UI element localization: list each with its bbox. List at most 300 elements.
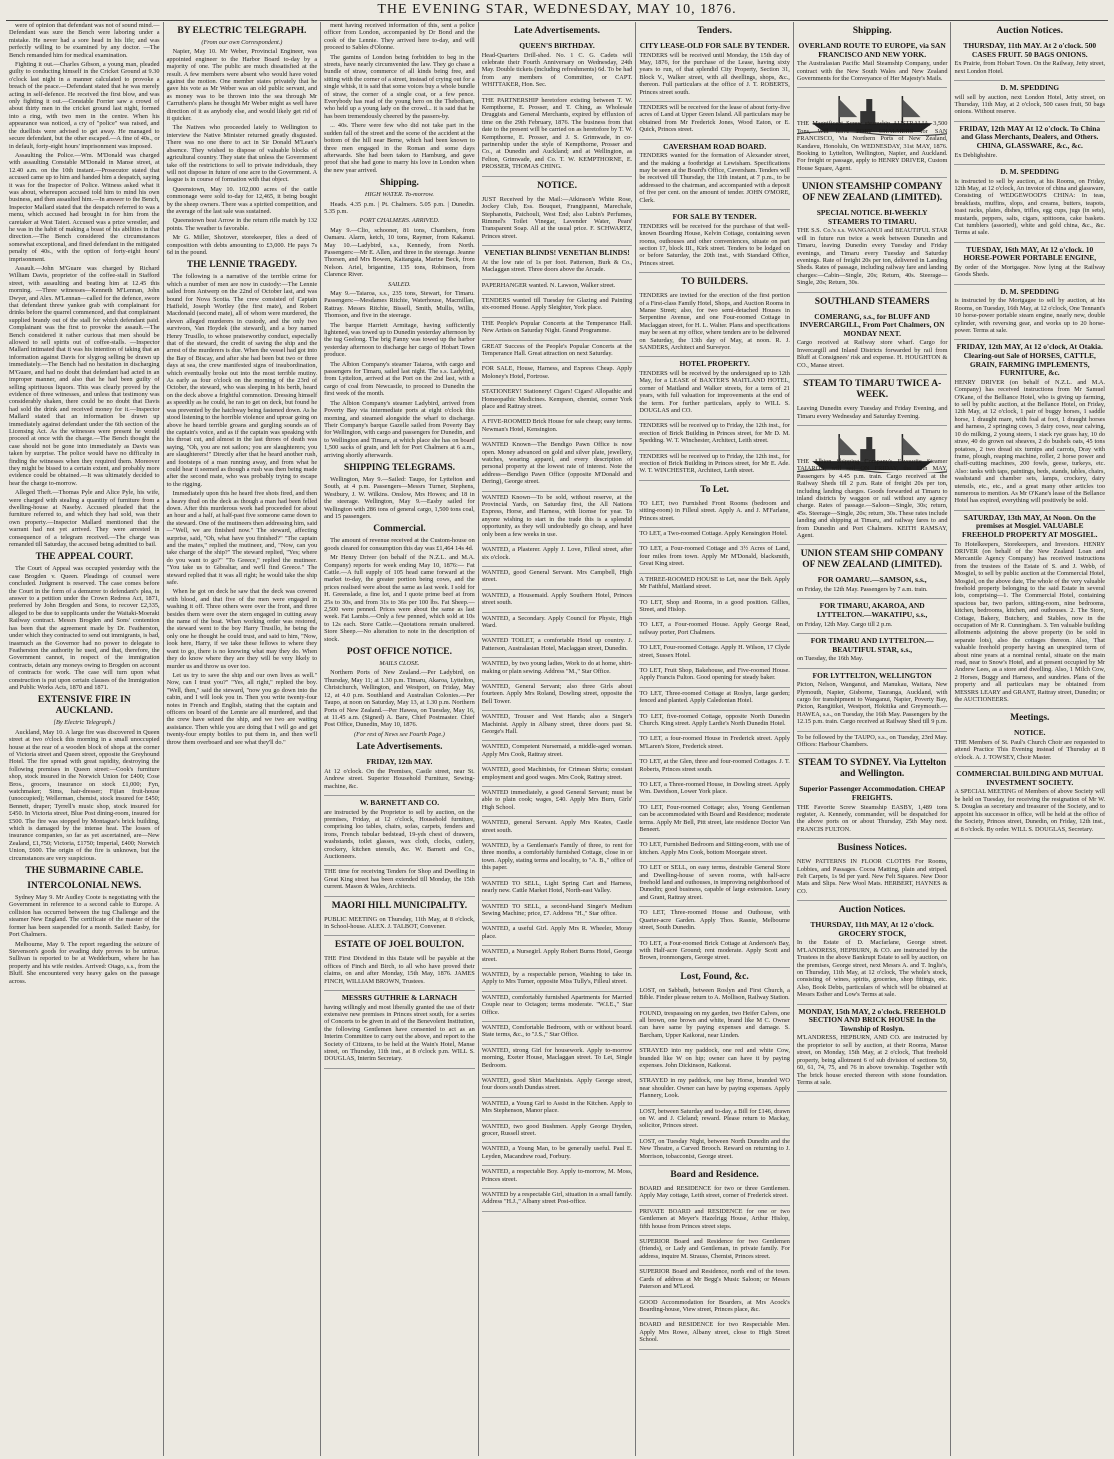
advertisement-body: WANTED, a Young Girl to Assist in the Kitchen. Apply to Mrs Stephenson, Manor place. xyxy=(481,1099,633,1115)
column-3 xyxy=(321,22,479,1456)
advertisement-body: The Australasian Pacific Mail Steamship Company, under contract with the New South Wales and New Zealand Governments for the Conveyance of Her Majesty's Mails. xyxy=(796,60,948,82)
advertisement-body: TO LET, Four-roomed Cottage; also, Young Gentleman can be accommodated with Board and Residence; moderate terms. Apply Mr Bell, Pitt street, late residence Doctor Van Beneert. xyxy=(639,803,790,834)
advertisement xyxy=(639,1319,790,1349)
advertisement xyxy=(482,363,633,386)
advertisement-body: WANTED, a respectable Boy. Apply to-morrow, M. Moss, Princes street. xyxy=(481,1168,633,1183)
advertisement xyxy=(482,492,633,544)
advertisement-body: WANTED by a respectable Girl, situation in a small family. Address "H.J.," Albany street Post-office. xyxy=(481,1191,633,1206)
advertisement-body: PRIVATE BOARD and RESIDENCE for one or two Gentlemen at Meyer's Hazelrigg House, Arthur Hislop, fifth house from Princes street steps. xyxy=(639,1207,790,1230)
advertisement-title: SATURDAY, 13th MAY, At Noon. On the premises at Mosgiel. VALUABLE FREEHOLD PROPERTY AT MOSGIEL. xyxy=(962,512,1098,539)
advertisement xyxy=(482,39,633,95)
advertisement xyxy=(639,498,790,528)
advertisement-body: THE S.S. Co.'s s.s. WANGANUI and BEAUTIFUL STAR will in future run twice a week between Dunedin and Timaru, leaving Dunedin every Tuesday and Friday evenings, and Timaru every Tuesday and Saturday evenings. Rate of freight 20s per ton, delivered in Landing Sheds. Rates of passage, including railway fare and landing charges:—Cabin—Single, 20s; Return, 40s. Steerage—Single, 20s; Return, 30s. xyxy=(796,227,948,287)
advertisement-body: TO LET, a Four-roomed Cottage and 3½ Acres of Land, four miles from town. Apply Mr M'Donald, blacksmith, Great King street. xyxy=(639,545,790,568)
advertisement-body: STATIONERY! Stationery! Cigars! Cigars! Allopathic and Homeopathic Medicines. Kempson, chemist, corner York place and Rattray street. xyxy=(481,388,633,410)
advertisement-body: TO LET or SELL, on easy terms, desirable General Store and Dwelling-house of seven rooms, with half-acre freehold land and outhouses, in improving neighborhood of Dunedin; good business, capable of large extension. Leary and Grant, Rattray street. xyxy=(639,864,790,901)
advertisement xyxy=(482,764,633,787)
advertisement xyxy=(639,102,790,140)
section-heading: Board and Residence. xyxy=(670,1170,759,1181)
section-heading: THE APPEAL COURT. xyxy=(35,552,133,563)
advertisement xyxy=(639,1136,790,1166)
advertisement xyxy=(797,856,948,901)
advertisement-body: Ex Prairie, from Hobart Town. On the Railway, Jetty street, next London Hotel. xyxy=(954,60,1106,75)
section-heading: Shipping. xyxy=(380,178,419,189)
advertisement-title: TUESDAY, 16th MAY, At 12 o'clock. 10 HORSE-POWER PORTABLE ENGINE, xyxy=(963,244,1097,263)
advertisement xyxy=(639,1106,790,1136)
steamship-illustration xyxy=(797,90,948,116)
advertisement xyxy=(324,914,475,937)
article-paragraph: ment having received information of this, sent a police officer from London, accompanied by Dr Bond and the cook of the Lennie. They arrived here to-day, and will proceed to Sables d'Olonne. xyxy=(324,22,475,52)
advertisement-body: TO LET, a four-roomed House in Frederick street. Apply M'Laren's Store, Frederick street. xyxy=(639,735,790,750)
advertisement xyxy=(482,635,633,658)
advertisement-body: WANTED, a Young Man, to be generally useful. Paul E. Leyden, Macandrew road, Forbury. xyxy=(481,1145,633,1160)
advertisement xyxy=(954,767,1105,839)
article-paragraph: Immediately upon this he heard five shots fired, and then a heavy thud on the deck as though a man had been felled down. After this murderous work had proceeded for about an hour and a half, at half-past five someone came down to the steward. One of the mutineers then addressing him, said—"Well, we are finished now." The steward, affecting surprise, said, "Oh, what have you finished?" "The captain and the mates," replied the mutineer, and, "Now, can you take charge of the ship?" The steward replied, "Yes; where do you want to go?" "To Greece," replied the mutineer. "You take us to Gibraltar, and we'll find Greece." The steward replied that it was all right; he would take the ship safe. xyxy=(166,490,318,587)
advertisement-body: TO LET, Three-roomed Cottage at Roslyn, large garden; fenced and planted. Apply Caledonian Hotel. xyxy=(639,689,790,705)
column-5 xyxy=(636,22,794,1456)
advertisement xyxy=(482,194,633,246)
advertisement-title: D. M. SPEDDING xyxy=(1000,167,1060,176)
advertisement-body: WANTED Known—To be sold, without reserve, at the Provincial Yards, on Saturday first, the All Nations Express, Horse, and Harness, with license for year. To anyone wishing to start in the trade this is a splendid opportunity, as they will undoubtedly go cheap, and have only been a few weeks in use. xyxy=(481,493,633,538)
advertisement-body: TO LET, a Two-roomed Cottage. Apply Kensington Hotel. xyxy=(639,530,788,538)
advertisement-body: WANTED, Trouser and Vest Hands; also a Singer's Machinist. Apply in Albany street, three doors past St. George's Hall. xyxy=(481,713,633,735)
subheading: HIGH WATER. To-morrow. xyxy=(364,191,434,199)
advertisement-body: At 12 o'clock. On the Premises, Castle street, near St. Andrew street. Superior Household Furniture, Sewing-machine, &c. xyxy=(324,767,475,790)
article-paragraph: Mr Henry Driver (on behalf of the N.Z.L. and M.A. Company) reports for week ending May 10, 1876:— Fat Cattle.—A full supply of 105 head came forward at the market to-day, the greater portion being cows, and the prices realised were about the same as last week. I sold for H. Greenslade, a fine lot, and I quote prime beef at from 25s to 30s, and from 31s to 36s per 100 lbs. Fat Sheep.—2,500 were penned. Prices were about the same as last week. Fat Lambs.—Only a few penned, which sold at 10s to 12s each. Store Cattle.—Quotations remain unaltered. Store Sheep.—No alteration to note in the description of stock. xyxy=(324,554,475,643)
article-paragraph: Assault.—John M'Guare was charged by Richard William Davis, proprietor of the coffee-stall in Stafford street, with assaulting and beating him at 12.45 this morning. —Three witnesses—Kenneth M'Lennan, John Dwyer, and Alex. M'Lennan—called for the defence, swore that defendant threw yankee grab with complainant for drinks before the quarrel commenced, and that complainant supplied brandy out of the stall for which defendant paid. Complainant was the first to provoke the assault.—The Bench considered it rather curious that men should be allowed to sell spirits out of coffee-stalls. —Inspector Mallard intimated that it was his intention of taking that an information against Davis for slygrog selling be drawn up immediately.—The Bench had no hesitation in discharging M'Guare, and had no doubt that defendant had acted in an improper manner, and also that he had been guilty of selling spirituous liquors. This was clearly proved by the evidence of three witnesses, and unless that testimony was considerably shaken, there could be no doubt that Davis had sold the drink and received money for it.—Inspector Mallard stated that an information be drawn up immediately against defendant under the 6th section of the Licensing Act. As the witnesses were present he would proceed at once with the charge.—The Bench thought the case should not be gone into immediately as Davis was taken by surprise. The police would have no difficulty in finding the witnesses when they required them. Moreover they might be bissed to a certain extent, and probably more evidence could be obtained.—It was ultimately decided to hear the charge to-morrow. xyxy=(9,265,160,487)
advertisement-body: THE Albion Shipping Company's Favourite Steamer TAIAROA, will sail ON FRIDAY, the 12th MAY, Passengers by 4.45 p.m. train. Cargo received at the Railway Sheds till 2 p.m. Rate of freight 20s per ton, including landing charges. Goods forwarded at Timaru to inland districts by waggon or rail without any agency charge. Rates of passage.—Saloon—Single, 30s; return, 45s. Steerage—Single, 20s; return, 30s. These rates include landing and shipping at Timaru, and railway fares to and from Dunedin and Port Chalmers. KEITH RAMSAY, Agent. xyxy=(796,457,948,539)
section-heading: STEAM TO SYDNEY. Via Lyttelton and Wellington. xyxy=(798,758,947,780)
columns xyxy=(6,22,1108,1456)
advertisement xyxy=(482,246,633,279)
advertisement xyxy=(482,817,633,840)
advertisement-body: TO LET, two Furnished Front Rooms (bedroom and sitting-room) in Filleul street. Apply A. and J. M'Farlane, Princes street. xyxy=(639,499,790,522)
advertisement-body: THE Favorite Screw Steamship EASBY, 1,489 tons register, A. Kennedy, commander, will be despatched for the above ports on or about Thursday, 25th May next. FRANCIS FULTON. xyxy=(796,803,948,833)
advertisement-body: LOST, on Tuesday Night, between North Dunedin and the New Theatre, a Carved Brooch. Reward on returning to J. Morrison, tobacconist, George street. xyxy=(639,1137,790,1160)
advertisement-body: WANTED, two good Bushmen. Apply George Dryden, grocer, Russell street. xyxy=(481,1122,633,1138)
section-heading: NOTICE. xyxy=(537,180,577,191)
advertisement-body: TO LET, Fruit Shop, Bakehouse, and Five-roomed House. Apply Francis Fulton. Good opening for steady baker. xyxy=(639,666,790,682)
advertisement-body: THE Magnificent Screw steamship AUSTRALIA, 3,500 Tons, Will leave PORT CHALMERS for SAN FRANCISCO, Via Northern Ports of New Zealand, Kandavu, Honolulu, On WEDNESDAY, 31st MAY, 1876. Booking to Lyttelton, Wellington, Napier, and Auckland. For freight or passage, apply to HENRY DRIVER, Custom House Square, Agent. xyxy=(796,120,948,172)
advertisement-body: M'LANDRESS, HEPBURN, AND CO. are instructed by the proprietor to sell by auction, at their Rooms, Manse street, on Monday, 15th May, at 2 o'clock, That freehold property, being allotment 6 of sub division of sections 59, 60, 61, 74, 75, and 76 in above township. Together with The brick house erected thereon with stone foundation. Terms at sale. xyxy=(796,1034,948,1086)
subheading: SAILED. xyxy=(388,280,411,288)
subheading: (From our own Correspondent.) xyxy=(201,39,283,46)
advertisement-title: D. M. SPEDDING xyxy=(1000,286,1060,296)
advertisement-body: THE Members of St. Paul's Church Choir are requested to attend Practice This Evening instead of Thursday at 8 o'clock. A. J. TOWSEY, Choir Master. xyxy=(954,739,1106,761)
advertisement xyxy=(482,923,633,946)
advertisement-body: WANTED, by a Gentleman's Family of three, to rent for three months, a comfortably furnished Cottage, close in or town. Apply, stating terms and locality, to "A. B.," office of this paper. xyxy=(481,842,633,872)
advertisement-body: PAPERHANGER wanted. N. Lawson, Walker street. xyxy=(481,281,616,289)
advertisement xyxy=(482,878,633,901)
advertisement xyxy=(482,1166,633,1189)
advertisement xyxy=(639,451,790,481)
advertisement xyxy=(639,619,790,642)
advertisement xyxy=(797,456,948,545)
advertisement xyxy=(639,688,790,711)
column-1 xyxy=(6,22,164,1456)
article-paragraph: May 9.—Taiaroa, s.s., 235 tons, Stewart, for Timaru. Passengers:—Mesdames Ritchie, Waterhouse, Macmillan, Rattray. Messrs Ritchie, Bissell, Smith, Mullis, Willis, Thomson, and five in the steerage. xyxy=(324,290,475,320)
advertisement xyxy=(482,318,633,341)
advertisement xyxy=(482,1098,633,1121)
advertisement-body: SUPERIOR Board and Residence for two Gentlemen (friends), or Lady and Gentleman, in private family. For address, inquire M. Strauss, Chemist, Princes street. xyxy=(639,1238,790,1260)
advertisement xyxy=(482,1075,633,1098)
section-heading: SOUTHLAND STEAMERS xyxy=(814,296,930,307)
advertisement-body: is instructed by the Mortgagee to sell by auction, at his Rooms, on Tuesday, 16th May, at 12 o'clock, One Tennant's 10 horse-power portable steam engine, nearly new, double cylinder, with reversing gear, and works up to 20 horse-power. Terms at sale. xyxy=(954,297,1106,335)
advertisement-body: WANTED, good Shirt Machinists. Apply George street, four doors south Dundas street. xyxy=(481,1077,633,1092)
advertisement-body: WANTED, by two young ladies, Work to do at home, shirt-making or plain sewing. Address "M.," Star Office. xyxy=(481,660,633,675)
advertisement-body: Leaving Dunedin every Tuesday and Friday Evening, and Timaru every Wednesday and Saturday Evening. xyxy=(796,405,948,420)
subheading: (For rest of News see Fourth Page.) xyxy=(354,730,445,738)
advertisement-title: CAVERSHAM ROAD BOARD. xyxy=(663,141,767,151)
advertisement xyxy=(482,439,633,491)
article-paragraph: Mr G. Miller, Shotover, storekeeper, files a deed of composition with debts amounting to £3,000. He pays 7s 6d in the pound. xyxy=(166,234,318,256)
article-paragraph: When he got on deck he saw that the deck was covered with blood, and that five of the men were engaged in washing it off. Three others were over the front, and three besides them were over the stern engaged in cutting away the name of the boat. When working order was restored, the steward went to the boy Harry Trusillo, he being the only one he thought he could trust, and said to him, "Now, look here, Harry, if we take these fellows to where they want to go, there is no knowing what may they do. When they do know where they are they will be very likely to murder us and throw us over too. xyxy=(166,588,318,670)
advertisement xyxy=(639,665,790,688)
section-heading: SHIPPING TELEGRAMS. xyxy=(343,462,456,473)
advertisement xyxy=(639,802,790,840)
advertisement xyxy=(639,597,790,620)
column-7 xyxy=(951,22,1108,1456)
advertisement-body: TENDERS wanted for the formation of Alexander street, and the making a footbridge at Lewisham. Specifications may be seen at the Board's Office, Caversham. Tenders will be received till Thursday, the 11th instant, at 7 p.m., to be addressed to the chairman, and accompanied with a deposit of five per cent. on the amount of tender. JOHN O'MORE, Clerk. xyxy=(639,152,790,204)
advertisement xyxy=(482,1022,633,1045)
advertisement xyxy=(482,711,633,741)
advertisement xyxy=(324,796,475,866)
advertisement xyxy=(482,901,633,924)
advertisement-body: BOARD and RESIDENCE for two or three Gentlemen. Apply May cottage, Leith street, corner of Frederick street. xyxy=(639,1185,790,1200)
advertisement-body: TO LET, five-roomed Cottage, opposite North Dunedin Church. King street. Apply Lardie's North Dunedin Hotel. xyxy=(639,712,790,727)
advertisement-title: THURSDAY, 11th MAY. At 2 o'clock. 500 CASES FRUIT. 50 BAGS ONIONS. xyxy=(963,41,1097,59)
advertisement-title: OVERLAND ROUTE TO EUROPE, via SAN FRANCISCO AND NEW YORK. xyxy=(798,41,946,59)
advertisement-body: having willingly and most liberally granted the use of their extensive new premises in Princes street south, for a series of Concerts to be given in aid of the Benevolent Institution, the following Gentlemen have consented to act as an Interim Committee to carry out the above, and report to the Society of Citizens, to be held at the Wain's Hotel, Manse street, on Thursday, 11th inst., at 8 o'clock p.m. WILL S. DOUGLAS, Interim Secretary. xyxy=(324,1003,475,1063)
section-heading: POST OFFICE NOTICE. xyxy=(346,647,453,658)
article-paragraph: Napier, May 10. Mr Weber, Provincial Engineer, was appointed engineer to the Harbor Board to-day by a majority of one. The public are much dissatisfied at the result. A few members were absent who would have voted against the motion. One member states privately that he gave his vote as Mr Weber was an old public servant, and as money was to be thrown into the sea through Mr Carruthers's plans he thought Mr Weber might as well have direction of it as anybody else, and would likely get rid of it quicker. xyxy=(166,48,318,123)
advertisement-title: QUEEN'S BIRTHDAY. xyxy=(519,41,595,50)
advertisement xyxy=(954,340,1105,510)
advertisement-body: THE PARTNERSHIP heretofore existing between T. W. Kempthorne, E. Prosser, and T. Ching, as Wholesale Druggists and General Merchants, expired by effluxion of time on the 29th February, 1876. The business from that date to the present will be carried on as heretofore by T. W. Kempthorne, E. Prosser, and J. S. Grimwade, in co-partnership under the style of Kempthorne, Prosser and Co., at Dunedin and Auckland; and at Wellington, as Felton, Grimwade, and Co. T. W. KEMPTHORNE, E. PROSSER, THOMAS CHING. xyxy=(481,96,633,171)
article-paragraph: were of opinion that defendant was not of sound mind.—Defendant was sure the Bench were laboring under a mistake. He never had a sore head in his life; and was perfectly willing to be examined by any doctor. —The Bench remanded him for medical examination. xyxy=(9,22,160,59)
advertisement-title: MESSRS GUTHRIE & LARNACH xyxy=(341,993,458,1003)
subheading: PORT CHALMERS. ARRIVED. xyxy=(359,217,440,225)
masthead: THE EVENING STAR, WEDNESDAY, MAY 10, 1876. xyxy=(6,0,1108,21)
article-paragraph: Northern Ports of New Zealand.—Per Ladybird, on Thursday, May 11; at 1.30 p.m. Timaru, Akaroa, Lyttelton, Christchurch, Wellington, and Westport, on Friday, May 12, at 4.0 p.m. Southland and Australian Colonies.—Per Taupo, at noon on Saturday, May 13, at 1.30 p.m. Northern Ports of New Zealand.—Per Hawea, on Tuesday, May 16, at 11.45 a.m. (Signed) A. Bare, Chief Postmaster. Chief Post Office, Dunedin, May 10, 1876. xyxy=(324,669,475,729)
section-heading: ESTATE OF JOEL BOULTON. xyxy=(334,940,465,951)
section-heading: BY ELECTRIC TELEGRAPH. xyxy=(177,26,307,36)
advertisement xyxy=(954,39,1105,81)
advertisement-title: FRIDAY, 12th MAY, At 12 o'clock, At Otakia. Clearing-out Sale of HORSES, CATTLE, GRAIN, FARMING IMPLEMENTS, FURNITURE, &c. xyxy=(956,342,1103,378)
advertisement-body: TENDERS are invited for the erection of the first portion of a First-class Family Hotel, Shops, and Auction Rooms in Manse Street; also, for two semi-detached Houses in Serpentine Avenue, and one Four-roomed Cottage in Maclaggan street, for H. L. Walter. Plans and specifications may be seen at my office, where tenders are to be delivered on Saturday, the 13th day of May, at noon. R. J. SANDERS, Architect and Surveyor. xyxy=(639,292,790,351)
article-paragraph: The Court of Appeal was occupied yesterday with the case Brogden v. Queen. Pleadings of counsel were concluded. Judgment is reserved. The case comes before the Court in the form of a demurrer to defendant's plea, in answer to a petition under the Crown Redress Act, 1871, preferred by John Brogden and Sons, to recover £2,335, alleged to be due to supplicants under the Waitaki-Moeraki Railway contract. Messrs Brogden and Sons' contention has been that the agreement made by Dr. Featherston, under which they contracted to send out immigrants, is bad, inasmuch as the Governor had no power to delegate to Featherston the authority he used, and that, therefore, the Government cannot, in respect of the immigration contracts, detain any moneys owing to Brogden on account of contracts for work. The case will turn upon what construction is put upon certain clauses of the Immigration and Public Works Acts, 1870 and 1871. xyxy=(9,565,160,691)
subheading: [By Electric Telegraph.] xyxy=(53,719,116,727)
advertisement-body: WANTED TO SELL, a second-hand Singer's Medium Sewing Machine; price, £7. Address "H.," Star office. xyxy=(481,902,633,917)
advertisement-title: HOTEL PROPERTY. xyxy=(679,359,750,369)
advertisement-title: FOR OAMARU.—SAMSON, s.s., xyxy=(817,575,927,585)
advertisement-body: THE time for receiving Tenders for Shop and Dwelling in Great King street has been extended till Monday, the 15th current. Mason & Wales, Architects. xyxy=(324,868,475,891)
advertisement xyxy=(639,862,790,907)
advertisement-body: WANTED TOILET, a comfortable Hotel up country. J. Patterson, Australasian Hotel, Maclaggan street, Dunedin. xyxy=(481,637,633,652)
advertisement xyxy=(482,681,633,711)
advertisement xyxy=(797,599,948,634)
advertisement xyxy=(797,39,948,88)
advertisement-title: FRIDAY, 12th MAY At 12 o'clock. To China and Glass Merchants, Dealers, and Others. CHINA, GLASSWARE, &c., &c. xyxy=(959,123,1101,150)
advertisement-body: WANTED, a Plasterer. Apply J. Love, Filleul street, after six o'clock. xyxy=(481,546,633,561)
article-paragraph: The Albion Company's steamer Ladybird, arrived from Poverty Bay via intermediate ports at eight o'clock this morning, and steamed alongside the wharf to discharge. Their Company's barque Gazelle sailed from Poverty Bay for Wellington, with cargo and passengers for Dunedin, and to Wellington and Timaru, at which place she has on board 1,500 sacks of grain, and left for Port Chalmers at 6 a.m., arriving shortly afterwards. xyxy=(324,399,475,459)
advertisement-body: WANTED, a Nursegirl. Apply Robert Burns Hotel, George street. xyxy=(481,948,633,963)
advertisement-body: TO LET, Furnished Bedroom and Sitting-room, with use of kitchen. Apply Mrs Cook, bottom Moorgate street. xyxy=(639,841,790,856)
advertisement-body: By order of the Mortgagee. Now lying at the Railway Goods Sheds. xyxy=(954,264,1106,279)
advertisement xyxy=(797,669,948,732)
article-paragraph: Queenstown beat Arrow in the return rifle match by 132 points. The weather is favorable. xyxy=(166,217,318,232)
article-paragraph: May 9.—Clio, schooner, 81 tons, Chambers, from Oamaru. Alarm, ketch, 10 tons, Raymer, from Kakanui. May 10.—Ladybird, s.s., Kennedy, from North. Passengers:—Mr E. Allen, and three in the steerage. Jeanne Thorsen, and Mrs Bowen, Kaitangata, Marine Beck, from Nelson. Ariel, brigantine, 135 tons, Robinson, from Clarence River. xyxy=(324,226,475,279)
section-heading: Lost, Found, &c. xyxy=(680,971,749,982)
advertisement xyxy=(797,634,948,669)
advertisement-body: GREAT Success of the People's Popular Concerts at the Temperance Hall. Great attraction on next Saturday. xyxy=(481,342,633,357)
advertisement-body: WANTED, a useful Girl. Apply Mrs R. Wheeler, Moray place. xyxy=(481,925,633,940)
advertisement-title: VENETIAN BLINDS! VENETIAN BLINDS! xyxy=(484,248,630,258)
advertisement-body: WANTED, by a respectable person, Washing to take in. Apply to Mrs Turner, opposite Miss Tully's, Filleul street. xyxy=(481,970,633,986)
advertisement xyxy=(797,118,948,178)
article-paragraph: Queenstown, May 10. 102,000 acres of the cattle commonage were sold to-day for 12,465, it being bought by the sheep owners. There was a spirited competition, and the average of the last sale was sustained. xyxy=(166,185,318,215)
advertisement-body: JUST Received by the Mail:—Atkinson's White Rose, Jockey Club, Ess. Bouquet, Frangipanni, Marechale, Stephanotis, Patchouli, West End; also Lubin's Perfumes, Rimmel's Toilet Vinegar, Lavender Water, Pears' Transparent Soap. All at the usual price. F. SCHWARTZ, Princes street. xyxy=(481,195,633,240)
advertisement xyxy=(639,357,790,420)
section-heading: UNION STEAM SHIP COMPANY OF NEW ZEALAND (LIMITED). xyxy=(800,549,944,571)
advertisement xyxy=(797,206,948,292)
section-heading: THE LENNIE TRAGEDY. xyxy=(186,260,297,271)
advertisement xyxy=(639,985,790,1008)
advertisement xyxy=(797,403,948,426)
advertisement xyxy=(482,416,633,439)
section-heading: Tenders. xyxy=(697,26,732,36)
advertisement xyxy=(797,1005,948,1093)
advertisement xyxy=(482,567,633,590)
steamship-illustration xyxy=(797,428,948,454)
advertisement xyxy=(797,782,948,839)
advertisement xyxy=(954,243,1105,285)
advertisement xyxy=(639,1045,790,1075)
advertisement-body: TO LET, at the Glen, three and four-roomed Cottages. J. T. Roberts, Princes street south. xyxy=(639,758,790,773)
advertisement-body: on Tuesday, the 16th May. xyxy=(796,655,864,663)
advertisement xyxy=(797,573,948,599)
advertisement xyxy=(639,1297,790,1320)
advertisement xyxy=(324,866,475,896)
advertisement-body: TENDERS will be received by the undersigned up to 12th May, for a LEASE of BAXTER'S MAITLAND HOTEL, corner of Maitland and Walker streets, for a term of 21 years, with full valuation for improvements at the end of the term. For further particulars, apply to WILL S. DOUGLAS and CO. xyxy=(639,369,790,414)
section-heading: MAORI HILL MUNICIPALITY. xyxy=(331,900,468,911)
advertisement-title: THURSDAY, 11th MAY, At 12 o'clock. GROCERY STOCK, xyxy=(810,920,934,938)
advertisement-body: Picton, Nelson, Wanganui, and Manukau, Waitara, New Plymouth, Napier, Gisborne, Tauranga, Auckland, with cargo for transhipment to Wanganui, Napier, Poverty Bay, Picton, Rangitikei, Westport, Hokitika and Greymouth.—HAWEA, s.s., on Tuesday, the 16th May. Passengers by the 12.15 p.m. train. Cargo received at Railway Shed till 9 p.m. xyxy=(796,681,948,726)
article-paragraph: Fighting it out.—Charles Gibson, a young man, pleaded guilty to conducting himself in the Cricket Ground at 9.30 o'clock last night in a manner calculated to provoke a breach of the peace.—Defendant stated that he was merely acting in self-defence. He received the first blow, and was only fighting it out.—Constable Forrier saw a crowd of about thirty men in the cricket ground last night, formed into a ring, with two men in the centre. When his appearance was noticed, a cry of "police" was raised, and the duellists were advised to get away. He managed to secure defendant, but the other escaped.—A fine of 40s., or in default, forty-eight hours' imprisonment was imposed. xyxy=(9,61,160,150)
section-heading: Late Advertisements. xyxy=(356,742,443,753)
advertisement-body: TO LET, a Four-roomed House. Apply George Read, railway porter, Port Chalmers. xyxy=(639,621,790,636)
advertisement xyxy=(482,1143,633,1166)
article-paragraph: Sydney May 9. Mr Audley Coote is negotiating with the Government in reference to a second cable to Europe. A collision has occurred between the tug Challenge and the steamer New England. The certificate of the master of the former has been suspended for a month. Sailed: Easby, for Port Chalmers. xyxy=(9,894,160,939)
advertisement-body: TO LET, Four-roomed Cottage. Apply H. Wilson, 17 Clyde street, Sussex Hotel. xyxy=(639,644,790,659)
article-paragraph: The Albion Company's steamer Taiaroa, with cargo and passengers for Timaru, sailed last night. The s.s. Ladybird, from Lyttelton, arrived at the Port on the 2nd last, with a cargo of coal from Newcastle, to proceed to Dunedin the first week of the month. xyxy=(324,360,475,398)
advertisement-body: GOOD Accommodation for Boarders, at Mrs Acock's Boarding-house, View street, Princes place, &c. xyxy=(639,1298,790,1313)
advertisement-body: WANTED Known—The Bendigo Pawn Office is now open. Money advanced on gold and silver plate, jewellery, watches, wearing apparel, and every description of personal property at the lowest rate of interest. Note the address—Bendigo Pawn Office (opposite M'Donald and Dering), George street. xyxy=(481,441,633,486)
advertisement xyxy=(639,839,790,862)
advertisement xyxy=(482,613,633,636)
column-6 xyxy=(794,22,952,1456)
advertisement xyxy=(797,732,948,755)
advertisement-body: At the low rate of 1s per foot. Patterson, Burk & Co., Maclaggan street. Three doors above the Arcade. xyxy=(481,258,633,274)
advertisement-body: LOST, between Saturday and to-day, a Bill for £146, drawn on W. and J. Cleland; reward. Please return to Mackay, solicitor, Princes street. xyxy=(639,1107,790,1130)
advertisement xyxy=(482,1121,633,1144)
advertisement xyxy=(639,1183,790,1206)
section-heading: Meetings. xyxy=(1010,713,1050,724)
advertisement-body: TENDERS will be received for the purchase of that well-known Boarding House, Kelvin Cottage, containing seven rooms, outhouses and other conveniences, situate on part section 17, block III., Kirk street. Tenders to be lodged on or before Saturday, the 20th inst., with Standard Office, Princes street. xyxy=(639,222,790,267)
section-heading: Late Advertisements. xyxy=(514,26,601,36)
article-paragraph: The barque Harriett Armitage, having sufficiently lightened, was towed up to Dunedin yesterday afternoon by the tug Geelong. The brig Fanny was towed up the harbor yesterday afternoon to discharge her cargo of Hobart Town produce. xyxy=(324,321,475,359)
article-paragraph: The gamins of London being forbidden to beg in the streets, have nearly circumvented the law. They go chase a bundle of straw, commerce of all kinds being free, and sitting with the corner of a street, instead of crying out for a single whisk, it is said that some voices buy a whole bundle of straw, the corner of a single coat, or a few pence. Everybody has read of the young hero on the Thebotham, who held up a young lady on the crowd... it is said that he has been tremendously cheered by the passers-by. xyxy=(324,53,475,120)
advertisement-body: WANTED, strong Girl for housework. Apply to-morrow morning, Exeter House, Maclaggan street. To Let, Single Bedroom. xyxy=(481,1046,633,1069)
advertisement xyxy=(324,991,475,1069)
advertisement xyxy=(639,756,790,779)
article-paragraph: Let us try to save the ship and our own lives as well." Now, can I trust you?" "Yes, all right," replied the boy. "Well, then," said the steward, "now you go down into the cabin, and I will look you in. Then you write twenty-four notes in French and English, stating that the captain and officers on board of the Lennie are all murdered, and that the crew have seized the ship, and we two are waiting assistance. Then while you are doing that I will go and get twenty-four empty bottles to put them in, and then we'll throw them overboard and see what they'll do." xyxy=(166,671,318,746)
advertisement xyxy=(482,295,633,318)
advertisement xyxy=(482,95,633,177)
advertisement xyxy=(482,741,633,764)
advertisement-body: WANTED, a Secondary. Apply Council for Physic, High Ward. xyxy=(481,614,633,629)
advertisement-body: TO LET, a Four-roomed Brick Cottage at Anderson's Bay, with Half-acre Ground; rent moderate. Apply Scott and Brown, ironmongers, George street. xyxy=(639,939,790,962)
advertisement-body: WANTED, good Machinists, for Crimean Shirts; constant employment and good wages. Mrs Cook, Rattray street. xyxy=(481,766,633,781)
advertisement xyxy=(482,590,633,613)
advertisement-title: FRIDAY, 12th MAY. xyxy=(366,757,433,767)
advertisement-body: TENDERS will be received up to Friday, the 12th inst., for erection of Brick Building in Princes street, for Mr E. Ade. W. T. WINCHESTER, Architect, Leith street. xyxy=(639,452,790,475)
advertisement-body: WANTED, general Servant. Apply Mrs Keates, Castle street south. xyxy=(481,819,633,834)
article-paragraph: Assaulting the Police.—Wm. M'Donald was charged with assaulting Constable M'Donald in Manse street, at 12.40 a.m. on the 10th instant.—Prosecutor stated that accused came up to him and handed him a despatch, saying it was for the Inspector of Police. Witness asked what it was about, whereupon accused told him to mind his own business, and then assaulted him.—In answer to the Bench, Inspector Mallard stated that the despatch referred to was a menu, which accused had brought in for him from the caretaker at West Taieri. Accused was a prize wrestler, and he was in the habit of making a boast of his abilities in that direction.—The Bench considered the circumstances somewhat exceptional, and fined defendant in the mitigated penalty of 40s., with the option of forty-eight hours' imprisonment. xyxy=(9,151,160,263)
advertisement xyxy=(954,511,1105,710)
advertisement-title: MONDAY, 15th MAY, 2 o'clock. FREEHOLD SECTION AND BRICK HOUSE In the Township of Roslyn. xyxy=(798,1006,946,1033)
section-heading: THE SUBMARINE CABLE. xyxy=(25,866,144,877)
article-paragraph: The following is a narrative of the terrible crime for which a number of men are now in custody:—The Lennie sailed from Antwerp on the 22nd of October last, and was bound for Nova Scotia. The crew consisted of Captain Hatfield, Joseph Wortley (the first mate), and Robert Macdonald (second mate), all of whom were murdered, the eleven alleged murderers in custody, and the only two survivors, Van Hoydek (the steward), and a boy named Henry Trusillo, to whose praiseworthy conduct, especially that of the steward, the credit of saving the ship and the arrest of the murderers is due. When the vessel had got into the Bay of Biscay, and after she had been but two or three days at sea, the crew manifested signs of insubordination, which eventually broke out into the most terrible mutiny. As early as four o'clock on the morning of the 23rd of October, the steward, who was sleeping in his berth, heard on the deck above a frightful commotion. Dressing himself as speedily as he could, he ran to get on deck, but found he was prevented by the hatchway being fastened down. As he stood listening to the horrible violence and uproar going on above he heard terrible groans and gurgling sounds as of the captain's voice, and as if the captain was speaking with his throat cut, and almost in the last throes of death was saying, "Oh, you are not sailors; you are slaughterers; you are slaughterers!" Directly after that he heard another rush, and footsteps of a man running away, and from what he could hear it seemed as though a rush was then being made after the second mate, who was probably trying to escape to the rigging. xyxy=(166,273,318,488)
advertisement-body: A SPECIAL MEETING of Members of above Society will be held on Tuesday, for receiving the resignation of Mr W. S. Douglas as secretary and treasurer of the Society, and to appoint his successor in office, will be held at the office of the Society, Princes street, Dunedin, on Friday, 12th inst., at 8 o'clock. By order. WILL S. DOUGLAS, Secretary. xyxy=(954,788,1106,833)
advertisement-body: WANTED, good General Servant. Mrs Campbell, High street. xyxy=(481,568,633,584)
advertisement-body: A FIVE-ROOMED Brick House for sale cheap; easy terms. Newman's Hotel, Kensington. xyxy=(481,418,633,433)
advertisement xyxy=(639,938,790,968)
advertisement-title: W. BARNETT AND CO. xyxy=(359,797,440,807)
advertisement-title: FOR SALE BY TENDER. xyxy=(672,212,757,222)
advertisement xyxy=(639,420,790,450)
advertisement-body: TO LET, Three-roomed House and Outhouse, with Quarter-acre Garden. Apply Thos. Rasnie, Melbourne street, South Dunedin. xyxy=(639,909,790,932)
advertisement xyxy=(954,285,1105,341)
advertisement-body: WANTED TO SELL, Light Spring Cart and Harness, nearly new. Cattle Market Hotel, North-east Valley. xyxy=(481,879,633,895)
advertisement-body: FOUND, trespassing on my garden, two Heifer Calves, one all brown, one brown and white, brand like M C. Owner can have same by paying expenses and damage. S. Barcham, Upper Kaikorai, near Linden. xyxy=(639,1009,790,1039)
section-heading: INTERCOLONIAL NEWS. xyxy=(27,881,142,892)
advertisement-body: LOST, on Sabbath, between Roslyn and First Church, a Bible. Finder please return to A. Mollison, Railway Station. xyxy=(639,986,790,1002)
advertisement-body: To Hotelkeepers, Storekeepers, and Investors. HENRY DRIVER (on behalf of the New Zealand Loan and Mercantile Agency Company) has received instructions from the trustees of the Estate of S. and J. Webb, of Mosgiel, to sell by public auction at the Commercial Hotel, Mosgiel, on the above date, The whole of the very valuable freehold property belonging to the said Estate in several lots, comprising—1. The Commercial Hotel, containing spacious bar, two parlors, sitting-room, nine bedrooms, kitchen, bedrooms, kitchen, and outhouses. 2. The Store, Cottage, Bakery, Butchery, and Stables, now in the occupation of Mr R. Cunningham. 3. Ten valuable building allotments adjoining the above property (to be sold in separate lots), also the cottages thereon. Also, That valuable freehold property having an unexpired term of about nine years at a nominal rental, situate on the main road, near to Snow's Hotel, and at present occupied by Mr Andrew Lees, as a store and dwelling. Also, 1 Milch Cow, 2 Horses, Buggy and Harness, and sundries. Plans of the property and all particulars may be obtained from MESSRS LEARY and GRANT, Rattray street, Dunedin; or the AUCTIONEERS. xyxy=(954,540,1106,704)
advertisement-body: To be followed by the TAUPO, s.s., on Tuesday, 23rd May. Offices: Harbour Chambers. xyxy=(796,733,948,748)
advertisement-body: THE First Dividend in this Estate will be payable at the offices of Finch and Birch, to all who have proved their claims, on and after Monday, 15th May, 1876. JAMES FINCH, WILLIAM BROWN, Trustees. xyxy=(324,955,475,985)
advertisement xyxy=(324,953,475,991)
advertisement-title: Superior Passenger Accommodation. CHEAP FREIGHTS. xyxy=(799,784,946,802)
article-paragraph: Heads. 4.35 p.m. | Pt. Chalmers. 5.05 p.m. | Dunedin. 5.35 p.m. xyxy=(324,200,475,215)
advertisement xyxy=(639,1008,790,1046)
advertisement xyxy=(482,969,633,992)
advertisement xyxy=(954,81,1105,122)
advertisement-body: WANTED, a Housemaid. Apply Southern Hotel, Princes street south. xyxy=(481,591,633,607)
advertisement-body: A THREE-ROOMED HOUSE to Let, near the Belt. Apply Mr Faithful, Maitland street. xyxy=(639,575,790,591)
advertisement xyxy=(639,210,790,273)
advertisement-body: SUPERIOR Board and Residence, north end of the town. Cards of address at Mr Begg's Music Saloon; or Messrs Paterson and M'Leod. xyxy=(639,1268,790,1291)
advertisement-body: HENRY DRIVER (on behalf of N.Z.L. and M.A. Company) has received instructions from Mr Samuel O'Kane, of the Belliance Hotel, who is giving up farming, to sell by public auction, at the Bellance Hotel, on Friday, 12th May, at 12 o'clock, 1 pair of buggy horses, 1 saddle horse, 1 draught mare, with foal at foot, 1 draught horses and harness, 2 springing cows, 3 dairy cows, near calving, 10 do milking, 2 young steers, 1 stack rye grass hay, 10 do straw, 40 do grown oat sheaves, 2 do bushels oats, 45 tons potatoes, 2 two dread six turnips and carrots, Dray with frame, plough, reaping machine, roller, 2 horse power and chaff-cutting machines, 200 fowls, geese, turkeys, etc. Also: tanks with taps, paintings, beds, stands, tables, chairs, washstand and chamber sets, lamps, crockery, dairy utensils, etc., etc., and a great many other articles too numerous to mention. As Mr O'Kane's lease of the Bellance Hotel has expired, everything will positively be sold. xyxy=(954,378,1106,505)
advertisement-title: SPECIAL NOTICE. BI-WEEKLY STEAMERS TO TIMARU. xyxy=(816,208,928,226)
advertisement xyxy=(797,310,948,375)
advertisement-title: COMMERCIAL BUILDING AND MUTUAL INVESTMENT SOCIETY. xyxy=(956,769,1104,787)
advertisement xyxy=(639,290,790,357)
advertisement xyxy=(639,1236,790,1266)
advertisement-body: FOR SALE, House, Harness, and Express Cheap. Apply Moloney's Hotel, Fortrose. xyxy=(481,365,633,380)
advertisement-title: FOR TIMARU AND LYTTELTON.—BEAUTIFUL STAR, s.s., xyxy=(810,635,934,654)
advertisement-title: COMERANG, s.s., for BLUFF AND INVERCARGILL, From Port Chalmers, ON MONDAY NEXT. xyxy=(799,311,945,338)
advertisement-body: STRAYED into my paddock, one red and white Cow, branded like W on hip; owner can have it by paying expenses. John Dickinson, Kaikorai. xyxy=(639,1047,790,1069)
advertisement xyxy=(639,733,790,756)
advertisement xyxy=(639,574,790,597)
advertisement xyxy=(639,1075,790,1105)
advertisement xyxy=(639,39,790,102)
advertisement-body: In the Estate of D. Macfarlane, George street. M'LANDRESS, HEPBURN, & CO. are instructed by the Trustees in the above Bankrupt Estate to sell by auction, on the premises, George street, next Messrs A. and T. Inglis's, on Thursday, 11th May, at 12 o'clock, The whole's stock, consisting of wines, spirits, groceries, shop fittings, etc. Also, Book Debts, particulars of which will be obtained at Messrs Esther and Low's Terms at sale. xyxy=(796,939,948,999)
advertisement xyxy=(482,658,633,681)
advertisement-body: WANTED, Comfortable Bedroom, with or without board. State terms, &c., to "J.S.," Star Office. xyxy=(481,1023,633,1039)
advertisement-body: TENDERS will be received until Monday, the 15th day of May, 1876, for the purchase of the Lease, having sixty years to run, of that splendid City Property, Section 31, Block V., Walker street, with all dwellings, shops, &c., thereon. Full particulars at the office of J. T. ROBERTS, Princes street south. xyxy=(639,51,790,96)
advertisement-body: TO LET, Shop and Rooms, in a good position. Gillies, Street, and Hislop. xyxy=(639,598,790,613)
article-paragraph: The Natives who proceeded lately to Wellington to interview the Native Minister returned greatly disgusted. There was no one there to act in Sir Donald M'Lean's absence. They wished to dispose of valuable blocks of agricultural country. They state that unless the Government take off the restrictions to sell to private individuals, they will not dispose in future of one acre to the Government. A league is in course of formation with that object. xyxy=(166,124,318,184)
advertisement xyxy=(482,840,633,878)
advertisement-body: on Friday, 12th May. Cargo till 2 p.m. xyxy=(796,620,893,628)
advertisement xyxy=(639,711,790,734)
section-heading: Auction Notices. xyxy=(996,26,1063,36)
advertisement xyxy=(954,726,1105,767)
advertisement-body: is instructed to sell by auction, at his Rooms, on Friday, 12th May, at 12 o'clock, An invoice of china and glassware, Consisting of WEDGEWOOD'S CHINA: In teas, breakfasts, muffins, slops, and creams, butters, teapots, toast racks, plates, dishes, trifles, egg cups, jugs (in sets), mustards, peppers, salts, cigars, spittoons, cake baskets. Cut tumblers (assorted), white and gold china, &c., &c. Terms at sale. xyxy=(954,177,1106,237)
advertisement-title: NOTICE. xyxy=(1014,728,1046,738)
advertisement xyxy=(639,1266,790,1296)
article-paragraph: Wellington, May 9.—Sailed: Taupo, for Lyttelton and South, at 4 p.m. Passengers—Messrs Turner, Stephens, Westbury, J. W. Wilkins. Onslow, Mrs Howes; and 18 in the steerage. Wellington, May 9.—Easby sailed for Wellington with 286 tons of general cargo, 1,500 tons coal, and 15 passengers. xyxy=(324,475,475,520)
section-heading: Business Notices. xyxy=(837,843,907,854)
advertisement-title: D. M. SPEDDING xyxy=(1000,83,1060,92)
advertisement xyxy=(639,1206,790,1236)
advertisement-body: TENDERS wanted till Tuesday for Glazing and Painting six-roomed House. Apply Sleighter, York place. xyxy=(481,296,633,312)
advertisement xyxy=(482,1045,633,1075)
advertisement xyxy=(482,280,633,295)
advertisement-body: on Friday, the 12th May. Passengers by 7 a.m. train. xyxy=(796,585,928,593)
advertisement-body: WANTED, General Servant; also three Girls about fourteen. Apply Mrs Roland, Dowling street, opposite the Bell Tower. xyxy=(481,682,633,705)
advertisement-body: WANTED immediately, a good General Servant; must be able to plain cook; wages, £40. Apply Mrs Burn, Girls' High School. xyxy=(481,789,633,811)
advertisement-body: are instructed by the Proprietor to sell by auction, on the premises, Friday, at 12 o'clock, Household furniture, comprising loo tables, chairs, sofas, carpets, fenders and irons, French tubular bedstead, 19-yds chest of drawers, washstands, toilet glasses, wax cloth, clocks, cutlery, crockery, kitchen utensils, &c. W. Barnett and Co., Auctioneers. xyxy=(324,808,475,860)
advertisement xyxy=(482,544,633,567)
advertisement xyxy=(482,992,633,1022)
section-heading: TO BUILDERS. xyxy=(681,277,749,288)
advertisement-body: TENDERS will be received up to Friday, the 12th inst., for erection of Brick Building in Princes street, for Mr D. M. Spedding. W. T. Winchester, Architect, Leith street. xyxy=(639,422,790,445)
article-paragraph: ... 40s. There were few who did not take part in the sudden fall of the street and the scene of the accident at the bottom of the hill near Berne, which had been known to three men engaged in the Roman and some days afterwards. She had been taken to Hamburg, and gave proof that she had gone to marry his love in London when the new year arrived. xyxy=(324,122,475,174)
column-4 xyxy=(479,22,637,1456)
advertisement xyxy=(482,386,633,416)
article-paragraph: Melbourne, May 9. The report regarding the seizure of Stevenson's goods for evading duty proves to be untrue. Sullivan is reported to be at Wedderburn, where he has property and his wife resides. Arrived: Otago, s.s., from the Bluff. She encountered very heavy gales on the passage across. xyxy=(9,940,160,985)
advertisement-body: TENDERS will be received for the lease of about forty-five acres of Land at Upper Green Island. All particulars may be obtained from Mr Frederick Jones, Wood Eaton, or E. Quick, Princes street. xyxy=(639,104,790,134)
advertisement xyxy=(639,642,790,665)
section-heading: To Let. xyxy=(700,484,729,495)
advertisement-body: Head-Quarters Drill-shed. No. 1 C. G. Cadets will celebrate their Fourth Anniversary on Wednesday, 24th May. Double tickets (including refreshments) 6d. To be had from any members of Committee, or CAPT. WHITTAKER, Hon. Sec. xyxy=(481,51,633,89)
advertisement xyxy=(639,528,790,543)
advertisement-body: Cargo received at Railway store wharf. Cargo for Invercargill and Inland Districts forwarded by rail from Bluff at Consignees' risk and expense. H. HOUGHTON & CO., Manse street. xyxy=(796,339,948,369)
advertisement xyxy=(797,918,948,1004)
advertisement-body: PUBLIC MEETING on Thursday, 11th May, at 8 o'clock, in School-house. ALEX. J. TALBOT, Convener. xyxy=(324,915,475,930)
advertisement xyxy=(482,946,633,969)
advertisement-body: WANTED, Competent Nursemaid, a middle-aged woman. Apply Mrs Cook, Rattray street. xyxy=(481,743,633,758)
advertisement xyxy=(639,779,790,802)
advertisement-body: Ex Deblighshire. xyxy=(954,151,998,159)
advertisement-body: TO LET, a Three-roomed House, in Dowling street. Apply Wm. Davidson, Lower York place. xyxy=(639,781,790,796)
advertisement xyxy=(639,907,790,937)
advertisement-body: NEW PATTERNS IN FLOOR CLOTHS For Rooms, Lobbies, and Passages. Cocoa Matting, plain and striped. Felt Carpets, 1s 9d per yard. New Felt Squares. New Door Mats and Slips. New Wool Mats. HERBERT, HAYNES & CO. xyxy=(796,858,948,895)
section-heading: Auction Notices. xyxy=(838,905,906,916)
